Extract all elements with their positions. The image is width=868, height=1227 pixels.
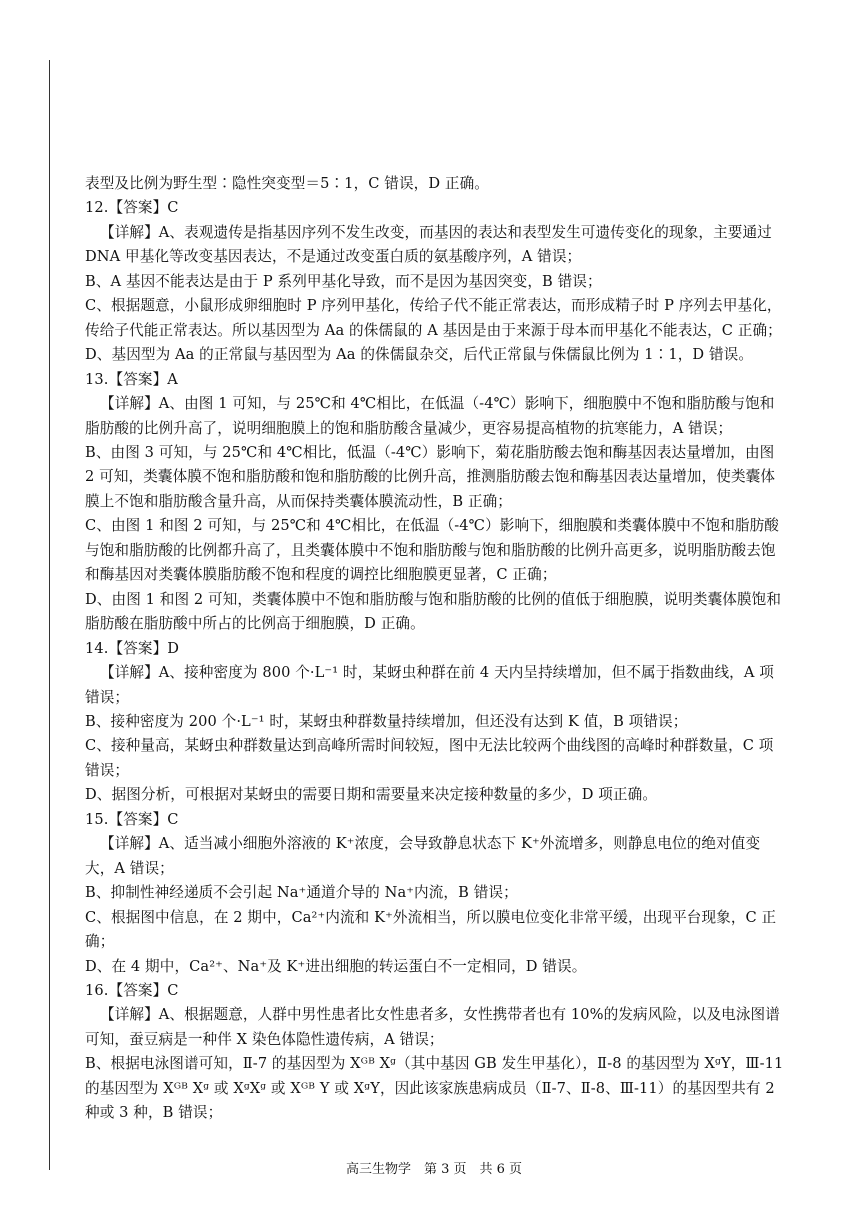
answer-paragraph: 14.【答案】D [85,639,180,657]
answer-paragraph: B、A 基因不能表达是由于 P 系列甲基化导致，而不是因为基因突变，B 错误； [85,272,602,290]
answer-paragraph: B、接种密度为 200 个·L⁻¹ 时，某蚜虫种群数量持续增加，但还没有达到 K 值，B 项错误； [85,712,688,730]
answer-paragraph: B、根据电泳图谱可知，Ⅱ-7 的基因型为 Xᴳᴮ Xᵍ（其中基因 GB 发生甲基化），Ⅱ-8 的基因型为 XᵍY，Ⅲ-11 的基因型为 Xᴳᴮ Xᵍ 或 XᵍXᵍ 或 Xᴳᴮ Y 或 XᵍY，因此该家族患病成员（Ⅱ-7、Ⅱ-8、Ⅲ-11）的基因型共有 2 种或 3 种，B 错误； [85,1055,784,1122]
answer-paragraph: C、根据题意，小鼠形成卵细胞时 P 序列甲基化，传给子代不能正常表达，而形成精子时 P 序列去甲基化，传给子代能正常表达。所以基因型为 Aa 的侏儒鼠的 A 基因是由于来源于母本而甲基化不能表达，C 正确； [85,297,782,339]
answer-paragraph: 【详解】A、接种密度为 800 个·L⁻¹ 时，某蚜虫种群在前 4 天内呈持续增加，但不属于指数曲线，A 项错误； [85,664,774,706]
answer-paragraph: D、据图分析，可根据对某蚜虫的需要日期和需要量来决定接种数量的多少，D 项正确。 [85,786,658,804]
page-footer: 高三生物学 第 3 页 共 6 页 [345,1162,523,1177]
answer-paragraph: 【详解】A、表观遗传是指基因序列不发生改变，而基因的表达和表型发生可遗传变化的现象，主要通过 DNA 甲基化等改变基因表达，不是通过改变蛋白质的氨基酸序列，A 错误； [85,223,772,266]
answer-paragraph: 【详解】A、适当减小细胞外溶液的 K⁺浓度，会导致静息状态下 K⁺外流增多，则静息电位的绝对值变大，A 错误； [85,835,761,877]
answer-paragraph: B、抑制性神经递质不会引起 Na⁺通道介导的 Na⁺内流，B 错误； [85,884,518,902]
answer-text-body [85,172,785,1126]
answer-paragraph: 16.【答案】C [85,981,179,999]
answer-paragraph: C、根据图中信息，在 2 期中，Ca²⁺内流和 K⁺外流相当，所以膜电位变化非常平缓，出现平台现象，C 正确； [85,908,777,951]
answer-paragraph: D、由图 1 和图 2 可知，类囊体膜中不饱和脂肪酸与饱和脂肪酸的比例的值低于细胞膜，说明类囊体膜饱和脂肪酸在脂肪酸中所占的比例高于细胞膜，D 正确。 [85,590,782,633]
answer-paragraph: C、由图 1 和图 2 可知，与 25℃和 4℃相比，在低温（-4℃）影响下，细胞膜和类囊体膜中不饱和脂肪酸与饱和脂肪酸的比例都升高了，且类囊体膜中不饱和脂肪酸与饱和脂肪酸的比例升高更多，说明脂肪酸去饱和酶基因对类囊体膜脂肪酸不饱和程度的调控比细胞膜更显著，C 正确； [85,517,779,584]
answer-paragraph: 13.【答案】A [85,370,178,388]
answer-paragraph: D、在 4 期中，Ca²⁺、Na⁺及 K⁺进出细胞的转运蛋白不一定相同，D 错误。 [85,957,587,975]
answer-paragraph: D、基因型为 Aa 的正常鼠与基因型为 Aa 的侏儒鼠杂交，后代正常鼠与侏儒鼠比例为 1∶1，D 错误。 [85,346,754,364]
answer-paragraph: B、由图 3 可知，与 25℃和 4℃相比，低温（-4℃）影响下，菊花脂肪酸去饱和酶基因表达量增加，由图 2 可知，类囊体膜不饱和脂肪酸和饱和脂肪酸的比例升高，推测脂肪酸去饱和酶基因表达量增加，使类囊体膜上不饱和脂肪酸含量升高，从而保持类囊体膜流动性，B 正确； [85,443,776,510]
answer-paragraph: 15.【答案】C [85,810,179,828]
answer-paragraph: 12.【答案】C [85,199,179,217]
answer-paragraph: 【详解】A、根据题意，人群中男性患者比女性患者多，女性携带者也有 10%的发病风险，以及电泳图谱可知，蚕豆病是一种伴 X 染色体隐性遗传病，A 错误； [85,1006,780,1048]
answer-paragraph: C、接种量高，某蚜虫种群数量达到高峰所需时间较短，图中无法比较两个曲线图的高峰时种群数量，C 项错误； [85,737,774,779]
answer-paragraph: 表型及比例为野生型∶隐性突变型＝5∶1，C 错误，D 正确。 [85,175,489,192]
answer-paragraph: 【详解】A、由图 1 可知，与 25℃和 4℃相比，在低温（-4℃）影响下，细胞膜中不饱和脂肪酸与饱和脂肪酸的比例升高了，说明细胞膜上的饱和脂肪酸含量减少，更容易提高植物的抗寒能力，A 错误； [85,395,775,437]
binding-margin-line [49,60,50,1170]
